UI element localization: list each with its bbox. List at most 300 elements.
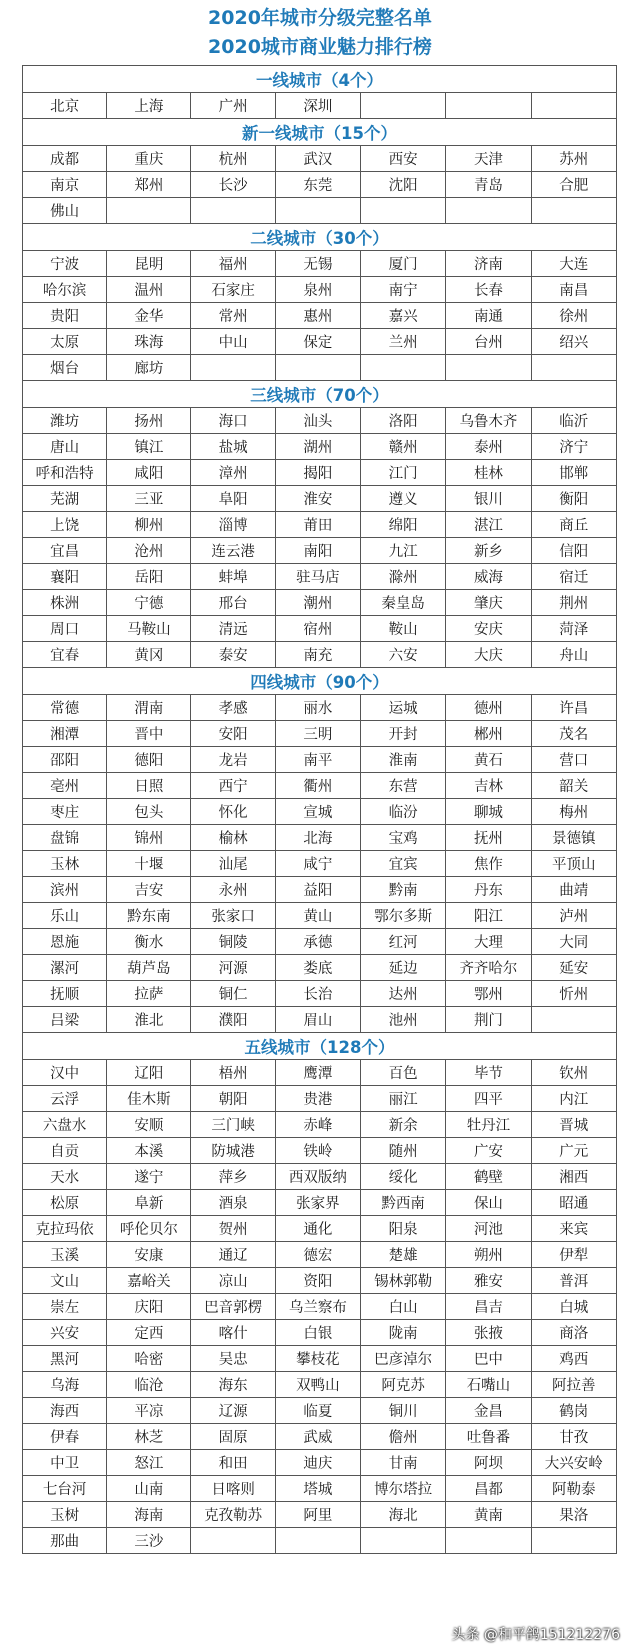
- city-cell: 中山: [191, 329, 275, 355]
- city-cell: 泰安: [191, 642, 275, 668]
- city-cell: 吉林: [446, 773, 531, 799]
- city-cell: 来宾: [531, 1216, 616, 1242]
- city-cell: 苏州: [531, 146, 616, 172]
- city-cell: 昌都: [446, 1476, 531, 1502]
- city-row: [23, 1398, 617, 1424]
- city-row: [23, 1502, 617, 1528]
- city-cell: 陇南: [361, 1320, 446, 1346]
- city-cell: 聊城: [446, 799, 531, 825]
- city-cell: 营口: [531, 747, 616, 773]
- city-cell: 崇左: [23, 1294, 107, 1320]
- city-cell: 伊春: [23, 1424, 107, 1450]
- city-cell: 邢台: [191, 590, 275, 616]
- city-cell: 岳阳: [107, 564, 191, 590]
- city-cell: 清远: [191, 616, 275, 642]
- city-cell: 汕头: [275, 408, 360, 434]
- city-cell: 武威: [275, 1424, 360, 1450]
- city-cell: 长春: [446, 277, 531, 303]
- city-cell: 厦门: [361, 251, 446, 277]
- city-cell: 菏泽: [531, 616, 616, 642]
- city-cell: [361, 1528, 446, 1554]
- city-cell: 巴中: [446, 1346, 531, 1372]
- city-row: [23, 695, 617, 721]
- city-cell: 舟山: [531, 642, 616, 668]
- city-cell: 台州: [446, 329, 531, 355]
- city-cell: 黑河: [23, 1346, 107, 1372]
- city-cell: 合肥: [531, 172, 616, 198]
- city-cell: 汉中: [23, 1060, 107, 1086]
- city-cell: 揭阳: [275, 460, 360, 486]
- city-cell: 泰州: [446, 434, 531, 460]
- city-cell: 庆阳: [107, 1294, 191, 1320]
- city-cell: 株洲: [23, 590, 107, 616]
- city-cell: 雅安: [446, 1268, 531, 1294]
- city-cell: 资阳: [275, 1268, 360, 1294]
- city-cell: 晋城: [531, 1112, 616, 1138]
- city-cell: 葫芦岛: [107, 955, 191, 981]
- city-cell: [191, 198, 275, 224]
- city-cell: 丽江: [361, 1086, 446, 1112]
- city-cell: 内江: [531, 1086, 616, 1112]
- city-cell: 福州: [191, 251, 275, 277]
- city-cell: 西双版纳: [275, 1164, 360, 1190]
- city-row: [23, 1294, 617, 1320]
- city-cell: 忻州: [531, 981, 616, 1007]
- city-cell: 自贡: [23, 1138, 107, 1164]
- city-cell: 景德镇: [531, 825, 616, 851]
- city-cell: 抚州: [446, 825, 531, 851]
- city-tier-table: [22, 65, 617, 1554]
- city-cell: 海口: [191, 408, 275, 434]
- city-cell: 玉树: [23, 1502, 107, 1528]
- city-cell: 北京: [23, 93, 107, 119]
- city-cell: [275, 355, 360, 381]
- city-cell: 巴彦淖尔: [361, 1346, 446, 1372]
- city-cell: 绍兴: [531, 329, 616, 355]
- city-cell: 广元: [531, 1138, 616, 1164]
- city-cell: 红河: [361, 929, 446, 955]
- city-row: [23, 1086, 617, 1112]
- city-cell: 大连: [531, 251, 616, 277]
- city-cell: [446, 93, 531, 119]
- city-cell: [191, 355, 275, 381]
- city-cell: 三门峡: [191, 1112, 275, 1138]
- section-header-row: [23, 119, 617, 146]
- city-cell: 潮州: [275, 590, 360, 616]
- city-cell: 九江: [361, 538, 446, 564]
- city-cell: 阳江: [446, 903, 531, 929]
- city-row: [23, 981, 617, 1007]
- city-cell: 青岛: [446, 172, 531, 198]
- city-cell: 那曲: [23, 1528, 107, 1554]
- city-cell: [446, 1528, 531, 1554]
- city-cell: 张家界: [275, 1190, 360, 1216]
- city-row: [23, 1190, 617, 1216]
- section-heading: 四线城市（90个）: [23, 668, 617, 695]
- city-cell: 辽阳: [107, 1060, 191, 1086]
- city-cell: 攀枝花: [275, 1346, 360, 1372]
- city-row: [23, 1138, 617, 1164]
- city-cell: 廊坊: [107, 355, 191, 381]
- city-cell: 哈密: [107, 1346, 191, 1372]
- section-header-row: [23, 1033, 617, 1060]
- city-cell: 信阳: [531, 538, 616, 564]
- city-cell: 郴州: [446, 721, 531, 747]
- city-cell: 延边: [361, 955, 446, 981]
- city-cell: 肇庆: [446, 590, 531, 616]
- city-cell: 海东: [191, 1372, 275, 1398]
- city-row: [23, 1424, 617, 1450]
- city-cell: 上海: [107, 93, 191, 119]
- city-cell: 锡林郭勒: [361, 1268, 446, 1294]
- city-cell: 许昌: [531, 695, 616, 721]
- city-cell: 池州: [361, 1007, 446, 1033]
- city-row: [23, 146, 617, 172]
- city-cell: 德州: [446, 695, 531, 721]
- city-cell: 保山: [446, 1190, 531, 1216]
- city-cell: 宜宾: [361, 851, 446, 877]
- city-cell: 铜仁: [191, 981, 275, 1007]
- city-cell: [531, 355, 616, 381]
- city-cell: 朔州: [446, 1242, 531, 1268]
- city-cell: 大兴安岭: [531, 1450, 616, 1476]
- section-heading: 一线城市（4个）: [23, 66, 617, 93]
- city-cell: 柳州: [107, 512, 191, 538]
- city-row: [23, 512, 617, 538]
- city-cell: 长沙: [191, 172, 275, 198]
- city-cell: 通化: [275, 1216, 360, 1242]
- city-cell: 济宁: [531, 434, 616, 460]
- city-cell: 大庆: [446, 642, 531, 668]
- city-cell: 遂宁: [107, 1164, 191, 1190]
- city-cell: 宝鸡: [361, 825, 446, 851]
- city-cell: 绥化: [361, 1164, 446, 1190]
- city-cell: 锦州: [107, 825, 191, 851]
- city-cell: 开封: [361, 721, 446, 747]
- city-row: [23, 1372, 617, 1398]
- city-cell: 丽水: [275, 695, 360, 721]
- section-header-row: [23, 381, 617, 408]
- city-cell: 湖州: [275, 434, 360, 460]
- city-cell: 南通: [446, 303, 531, 329]
- city-cell: 四平: [446, 1086, 531, 1112]
- city-cell: 银川: [446, 486, 531, 512]
- city-cell: 东莞: [275, 172, 360, 198]
- city-cell: 承德: [275, 929, 360, 955]
- city-cell: 温州: [107, 277, 191, 303]
- city-cell: 亳州: [23, 773, 107, 799]
- city-cell: 海南: [107, 1502, 191, 1528]
- city-row: [23, 1320, 617, 1346]
- city-cell: 海西: [23, 1398, 107, 1424]
- city-cell: 鄂尔多斯: [361, 903, 446, 929]
- city-cell: [531, 1007, 616, 1033]
- city-cell: [107, 198, 191, 224]
- city-cell: 徐州: [531, 303, 616, 329]
- city-cell: 三明: [275, 721, 360, 747]
- city-row: [23, 590, 617, 616]
- city-cell: 金华: [107, 303, 191, 329]
- city-cell: 天水: [23, 1164, 107, 1190]
- city-cell: 海北: [361, 1502, 446, 1528]
- city-cell: 郑州: [107, 172, 191, 198]
- city-cell: 嘉兴: [361, 303, 446, 329]
- city-row: [23, 642, 617, 668]
- section-header-row: [23, 668, 617, 695]
- city-row: [23, 955, 617, 981]
- city-cell: 齐齐哈尔: [446, 955, 531, 981]
- city-cell: 克拉玛依: [23, 1216, 107, 1242]
- city-cell: 邵阳: [23, 747, 107, 773]
- city-cell: 重庆: [107, 146, 191, 172]
- city-cell: 凉山: [191, 1268, 275, 1294]
- city-row: [23, 1242, 617, 1268]
- city-row: [23, 486, 617, 512]
- city-cell: 龙岩: [191, 747, 275, 773]
- city-cell: 呼和浩特: [23, 460, 107, 486]
- city-cell: 阿里: [275, 1502, 360, 1528]
- city-cell: 达州: [361, 981, 446, 1007]
- city-cell: [446, 355, 531, 381]
- city-cell: 佳木斯: [107, 1086, 191, 1112]
- city-cell: 盐城: [191, 434, 275, 460]
- city-cell: 儋州: [361, 1424, 446, 1450]
- city-cell: 邯郸: [531, 460, 616, 486]
- city-cell: 包头: [107, 799, 191, 825]
- city-cell: 六安: [361, 642, 446, 668]
- city-cell: 赣州: [361, 434, 446, 460]
- city-cell: 安阳: [191, 721, 275, 747]
- city-cell: 绵阳: [361, 512, 446, 538]
- city-cell: 张掖: [446, 1320, 531, 1346]
- city-cell: 南宁: [361, 277, 446, 303]
- city-cell: 湛江: [446, 512, 531, 538]
- city-cell: 深圳: [275, 93, 360, 119]
- city-cell: 铁岭: [275, 1138, 360, 1164]
- section-header-row: [23, 224, 617, 251]
- city-row: [23, 251, 617, 277]
- city-cell: 朝阳: [191, 1086, 275, 1112]
- city-cell: 十堰: [107, 851, 191, 877]
- city-cell: 巴音郭楞: [191, 1294, 275, 1320]
- city-cell: 梧州: [191, 1060, 275, 1086]
- city-cell: 毕节: [446, 1060, 531, 1086]
- city-cell: 威海: [446, 564, 531, 590]
- city-cell: 衢州: [275, 773, 360, 799]
- city-cell: 滁州: [361, 564, 446, 590]
- city-cell: [275, 1528, 360, 1554]
- city-cell: 贵阳: [23, 303, 107, 329]
- city-cell: 濮阳: [191, 1007, 275, 1033]
- city-row: [23, 903, 617, 929]
- city-cell: 鹰潭: [275, 1060, 360, 1086]
- city-cell: 恩施: [23, 929, 107, 955]
- city-cell: 杭州: [191, 146, 275, 172]
- city-cell: 鄂州: [446, 981, 531, 1007]
- city-row: [23, 1216, 617, 1242]
- city-cell: 宁波: [23, 251, 107, 277]
- city-cell: 本溪: [107, 1138, 191, 1164]
- watermark: 头条 @和平鸽151212276: [451, 1627, 620, 1643]
- city-cell: 河池: [446, 1216, 531, 1242]
- city-cell: 保定: [275, 329, 360, 355]
- city-cell: 黄冈: [107, 642, 191, 668]
- city-cell: 鹤壁: [446, 1164, 531, 1190]
- city-row: [23, 1007, 617, 1033]
- city-cell: 鹤岗: [531, 1398, 616, 1424]
- city-cell: 莆田: [275, 512, 360, 538]
- city-cell: 黄石: [446, 747, 531, 773]
- city-cell: 西宁: [191, 773, 275, 799]
- city-cell: 张家口: [191, 903, 275, 929]
- city-cell: 博尔塔拉: [361, 1476, 446, 1502]
- city-cell: [531, 1528, 616, 1554]
- city-row: [23, 929, 617, 955]
- city-cell: 乌鲁木齐: [446, 408, 531, 434]
- city-cell: 宜昌: [23, 538, 107, 564]
- city-cell: 哈尔滨: [23, 277, 107, 303]
- city-cell: 太原: [23, 329, 107, 355]
- city-cell: 淮安: [275, 486, 360, 512]
- city-cell: [361, 198, 446, 224]
- city-row: [23, 408, 617, 434]
- city-cell: 黔西南: [361, 1190, 446, 1216]
- city-cell: 乌海: [23, 1372, 107, 1398]
- city-cell: 东营: [361, 773, 446, 799]
- city-cell: 佛山: [23, 198, 107, 224]
- city-cell: 焦作: [446, 851, 531, 877]
- city-cell: 白银: [275, 1320, 360, 1346]
- city-cell: 普洱: [531, 1268, 616, 1294]
- title-block: [0, 0, 640, 64]
- city-cell: 上饶: [23, 512, 107, 538]
- city-cell: 漳州: [191, 460, 275, 486]
- city-row: [23, 616, 617, 642]
- city-cell: [531, 93, 616, 119]
- city-cell: 娄底: [275, 955, 360, 981]
- city-cell: 酒泉: [191, 1190, 275, 1216]
- city-cell: 阿拉善: [531, 1372, 616, 1398]
- city-cell: 西安: [361, 146, 446, 172]
- city-cell: 白城: [531, 1294, 616, 1320]
- city-cell: 天津: [446, 146, 531, 172]
- city-cell: 平顶山: [531, 851, 616, 877]
- section-header-row: [23, 66, 617, 93]
- city-cell: 南昌: [531, 277, 616, 303]
- city-cell: 宿迁: [531, 564, 616, 590]
- city-row: [23, 538, 617, 564]
- city-cell: 嘉峪关: [107, 1268, 191, 1294]
- city-cell: 临沧: [107, 1372, 191, 1398]
- city-cell: 果洛: [531, 1502, 616, 1528]
- city-cell: 黔南: [361, 877, 446, 903]
- city-cell: 淮南: [361, 747, 446, 773]
- city-cell: 铜陵: [191, 929, 275, 955]
- city-cell: 松原: [23, 1190, 107, 1216]
- city-cell: 黄南: [446, 1502, 531, 1528]
- city-cell: 孝感: [191, 695, 275, 721]
- city-cell: 衡水: [107, 929, 191, 955]
- city-cell: 漯河: [23, 955, 107, 981]
- city-cell: 吐鲁番: [446, 1424, 531, 1450]
- city-cell: 临沂: [531, 408, 616, 434]
- city-cell: 泉州: [275, 277, 360, 303]
- city-row: [23, 1060, 617, 1086]
- city-cell: [531, 198, 616, 224]
- city-cell: 大理: [446, 929, 531, 955]
- city-cell: 常州: [191, 303, 275, 329]
- city-cell: 白山: [361, 1294, 446, 1320]
- city-row: [23, 434, 617, 460]
- city-cell: 新乡: [446, 538, 531, 564]
- city-cell: 阿勒泰: [531, 1476, 616, 1502]
- city-cell: 武汉: [275, 146, 360, 172]
- city-row: [23, 93, 617, 119]
- city-cell: 林芝: [107, 1424, 191, 1450]
- sub-title: 2020城市商业魅力排行榜: [208, 36, 432, 58]
- city-row: [23, 1346, 617, 1372]
- city-cell: 平凉: [107, 1398, 191, 1424]
- city-row: [23, 172, 617, 198]
- city-cell: 益阳: [275, 877, 360, 903]
- city-cell: 防城港: [191, 1138, 275, 1164]
- city-cell: 昭通: [531, 1190, 616, 1216]
- city-cell: 贵港: [275, 1086, 360, 1112]
- city-cell: 临夏: [275, 1398, 360, 1424]
- city-row: [23, 564, 617, 590]
- city-cell: 赤峰: [275, 1112, 360, 1138]
- city-cell: 固原: [191, 1424, 275, 1450]
- city-row: [23, 1268, 617, 1294]
- city-cell: 铜川: [361, 1398, 446, 1424]
- city-cell: 广安: [446, 1138, 531, 1164]
- main-title: 2020年城市分级完整名单: [208, 7, 432, 29]
- city-cell: 滨州: [23, 877, 107, 903]
- city-cell: 衡阳: [531, 486, 616, 512]
- city-cell: 马鞍山: [107, 616, 191, 642]
- city-cell: 贺州: [191, 1216, 275, 1242]
- city-cell: 商洛: [531, 1320, 616, 1346]
- city-cell: 成都: [23, 146, 107, 172]
- city-cell: 汕尾: [191, 851, 275, 877]
- city-cell: 双鸭山: [275, 1372, 360, 1398]
- city-cell: 云浮: [23, 1086, 107, 1112]
- city-cell: 晋中: [107, 721, 191, 747]
- city-cell: 丹东: [446, 877, 531, 903]
- city-cell: 珠海: [107, 329, 191, 355]
- city-cell: 常德: [23, 695, 107, 721]
- city-cell: 安顺: [107, 1112, 191, 1138]
- city-cell: 宁德: [107, 590, 191, 616]
- city-cell: 北海: [275, 825, 360, 851]
- city-cell: 芜湖: [23, 486, 107, 512]
- city-cell: 镇江: [107, 434, 191, 460]
- city-cell: 德宏: [275, 1242, 360, 1268]
- city-cell: 蚌埠: [191, 564, 275, 590]
- city-cell: 楚雄: [361, 1242, 446, 1268]
- city-cell: 日照: [107, 773, 191, 799]
- city-cell: 湘西: [531, 1164, 616, 1190]
- city-row: [23, 198, 617, 224]
- city-cell: 连云港: [191, 538, 275, 564]
- city-row: [23, 1476, 617, 1502]
- city-row: [23, 460, 617, 486]
- city-cell: 通辽: [191, 1242, 275, 1268]
- city-row: [23, 355, 617, 381]
- city-cell: 大同: [531, 929, 616, 955]
- city-cell: 临汾: [361, 799, 446, 825]
- city-cell: [361, 93, 446, 119]
